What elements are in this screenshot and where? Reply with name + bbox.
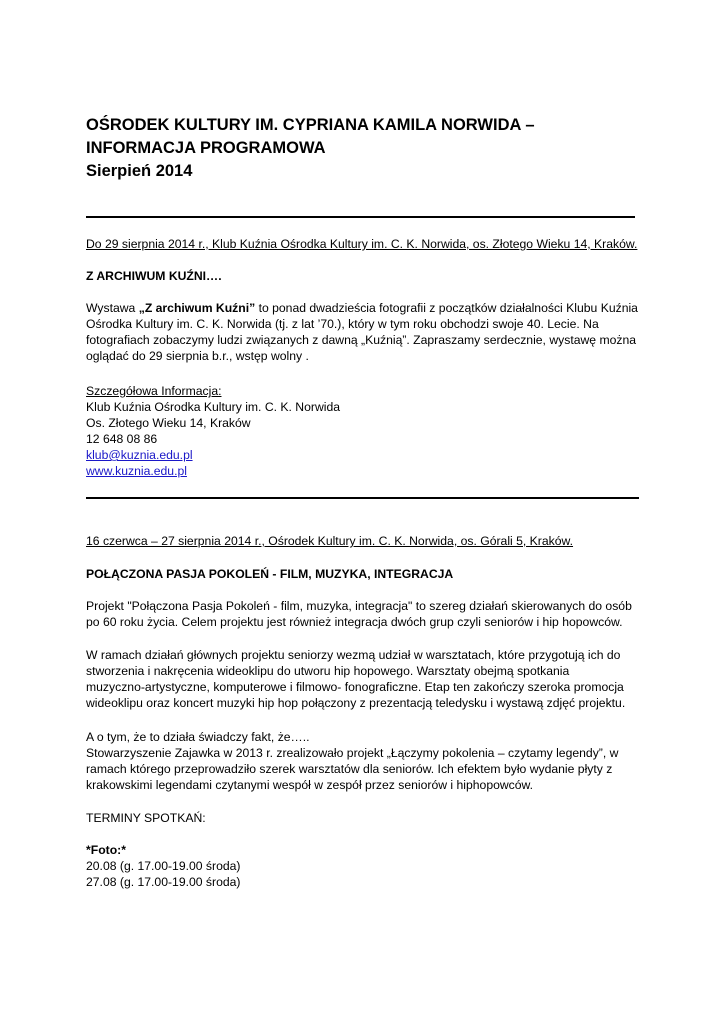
- info-label: Szczegółowa Informacja:: [86, 384, 222, 398]
- event1-description: [86, 300, 646, 364]
- title-line-1: OŚRODEK KULTURY IM. CYPRIANA KAMILA NORWIDA –: [86, 116, 535, 134]
- event1-desc-line-3: fotografiach zobaczymy ludzi związanych z dawną „Kuźnią”. Zapraszamy serdecznie, wystawę można: [86, 333, 637, 347]
- title-line-3: Sierpień 2014: [86, 162, 193, 180]
- event1-desc-line-1: Wystawa „Z archiwum Kuźni” to ponad dwadzieścia fotografii z początków działalności Klubu Kuźnia: [86, 301, 638, 315]
- schedule-date: 27.08 (g. 17.00-19.00 środa): [86, 875, 241, 889]
- event1-heading: Z ARCHIWUM KUŹNI….: [86, 269, 222, 283]
- event2-paragraph-3: A o tym, że to działa świadczy fakt, że….. Stowarzyszenie Zajawka w 2013 r. zrealizowało projekt „Łączymy pokolenia – czytamy legendy”, w ramach którego przeprowadziło szerek warsztatów dla seniorów. Ich efektem było wydanie płyty z krakowskimi legendami czytanymi wespół w zespół przez seniorów i hiphopowców.: [86, 730, 619, 792]
- foto-label: *Foto:*: [86, 843, 126, 857]
- event2-heading: POŁĄCZONA PASJA POKOLEŃ - FILM, MUZYKA, INTEGRACJA: [86, 567, 454, 581]
- title-line-2: INFORMACJA PROGRAMOWA: [86, 139, 326, 157]
- schedule-date: 20.08 (g. 17.00-19.00 środa): [86, 859, 241, 873]
- info-venue: Klub Kuźnia Ośrodka Kultury im. C. K. Norwida: [86, 400, 341, 414]
- website-link[interactable]: www.kuznia.edu.pl: [86, 464, 187, 478]
- schedule-list: [86, 842, 646, 890]
- event1-desc-line-2: Ośrodka Kultury im. C. K. Norwida (tj. z lat ’70.), który w tym roku obchodzi swoje 40. Lecie. Na: [86, 317, 599, 331]
- info-address: Os. Złotego Wieku 14, Kraków: [86, 416, 251, 430]
- page-title: [86, 114, 646, 183]
- divider-1: [86, 216, 635, 218]
- event1-contact-info: [86, 383, 646, 479]
- event2-date-location: 16 czerwca – 27 sierpnia 2014 r., Ośrodek Kultury im. C. K. Norwida, os. Górali 5, Kraków.: [86, 534, 574, 548]
- event2-paragraph-1: Projekt "Połączona Pasja Pokoleń - film, muzyka, integracja" to szereg działań skierowanych do osób po 60 roku życia. Celem projektu jest również integracja dwóch grup czyli seniorów i hip hopowców.: [86, 599, 632, 629]
- event1-date-location: Do 29 sierpnia 2014 r., Klub Kuźnia Ośrodka Kultury im. C. K. Norwida, os. Złotego Wieku 14, Kraków.: [86, 237, 638, 251]
- schedule-label: TERMINY SPOTKAŃ:: [86, 811, 206, 825]
- divider-2: [86, 497, 639, 499]
- event2-paragraph-2: W ramach działań głównych projektu seniorzy wezmą udział w warsztatach, które przygotują ich do stworzenia i nakręcenia wideoklipu do utworu hip hopowego. Warsztaty obejmą spotkania muzyczno-artystyczne, komputerowe i filmowo- fonograficzne. Etap ten zakończy szeroka promocja wideoklipu oraz koncert muzyki hip hop połączony z prezentacją teledysku i wystawą zdjęć projektu.: [86, 648, 626, 710]
- email-link[interactable]: klub@kuznia.edu.pl: [86, 448, 193, 462]
- info-phone: 12 648 08 86: [86, 432, 158, 446]
- event1-desc-line-4: oglądać do 29 sierpnia b.r., wstęp wolny .: [86, 349, 309, 363]
